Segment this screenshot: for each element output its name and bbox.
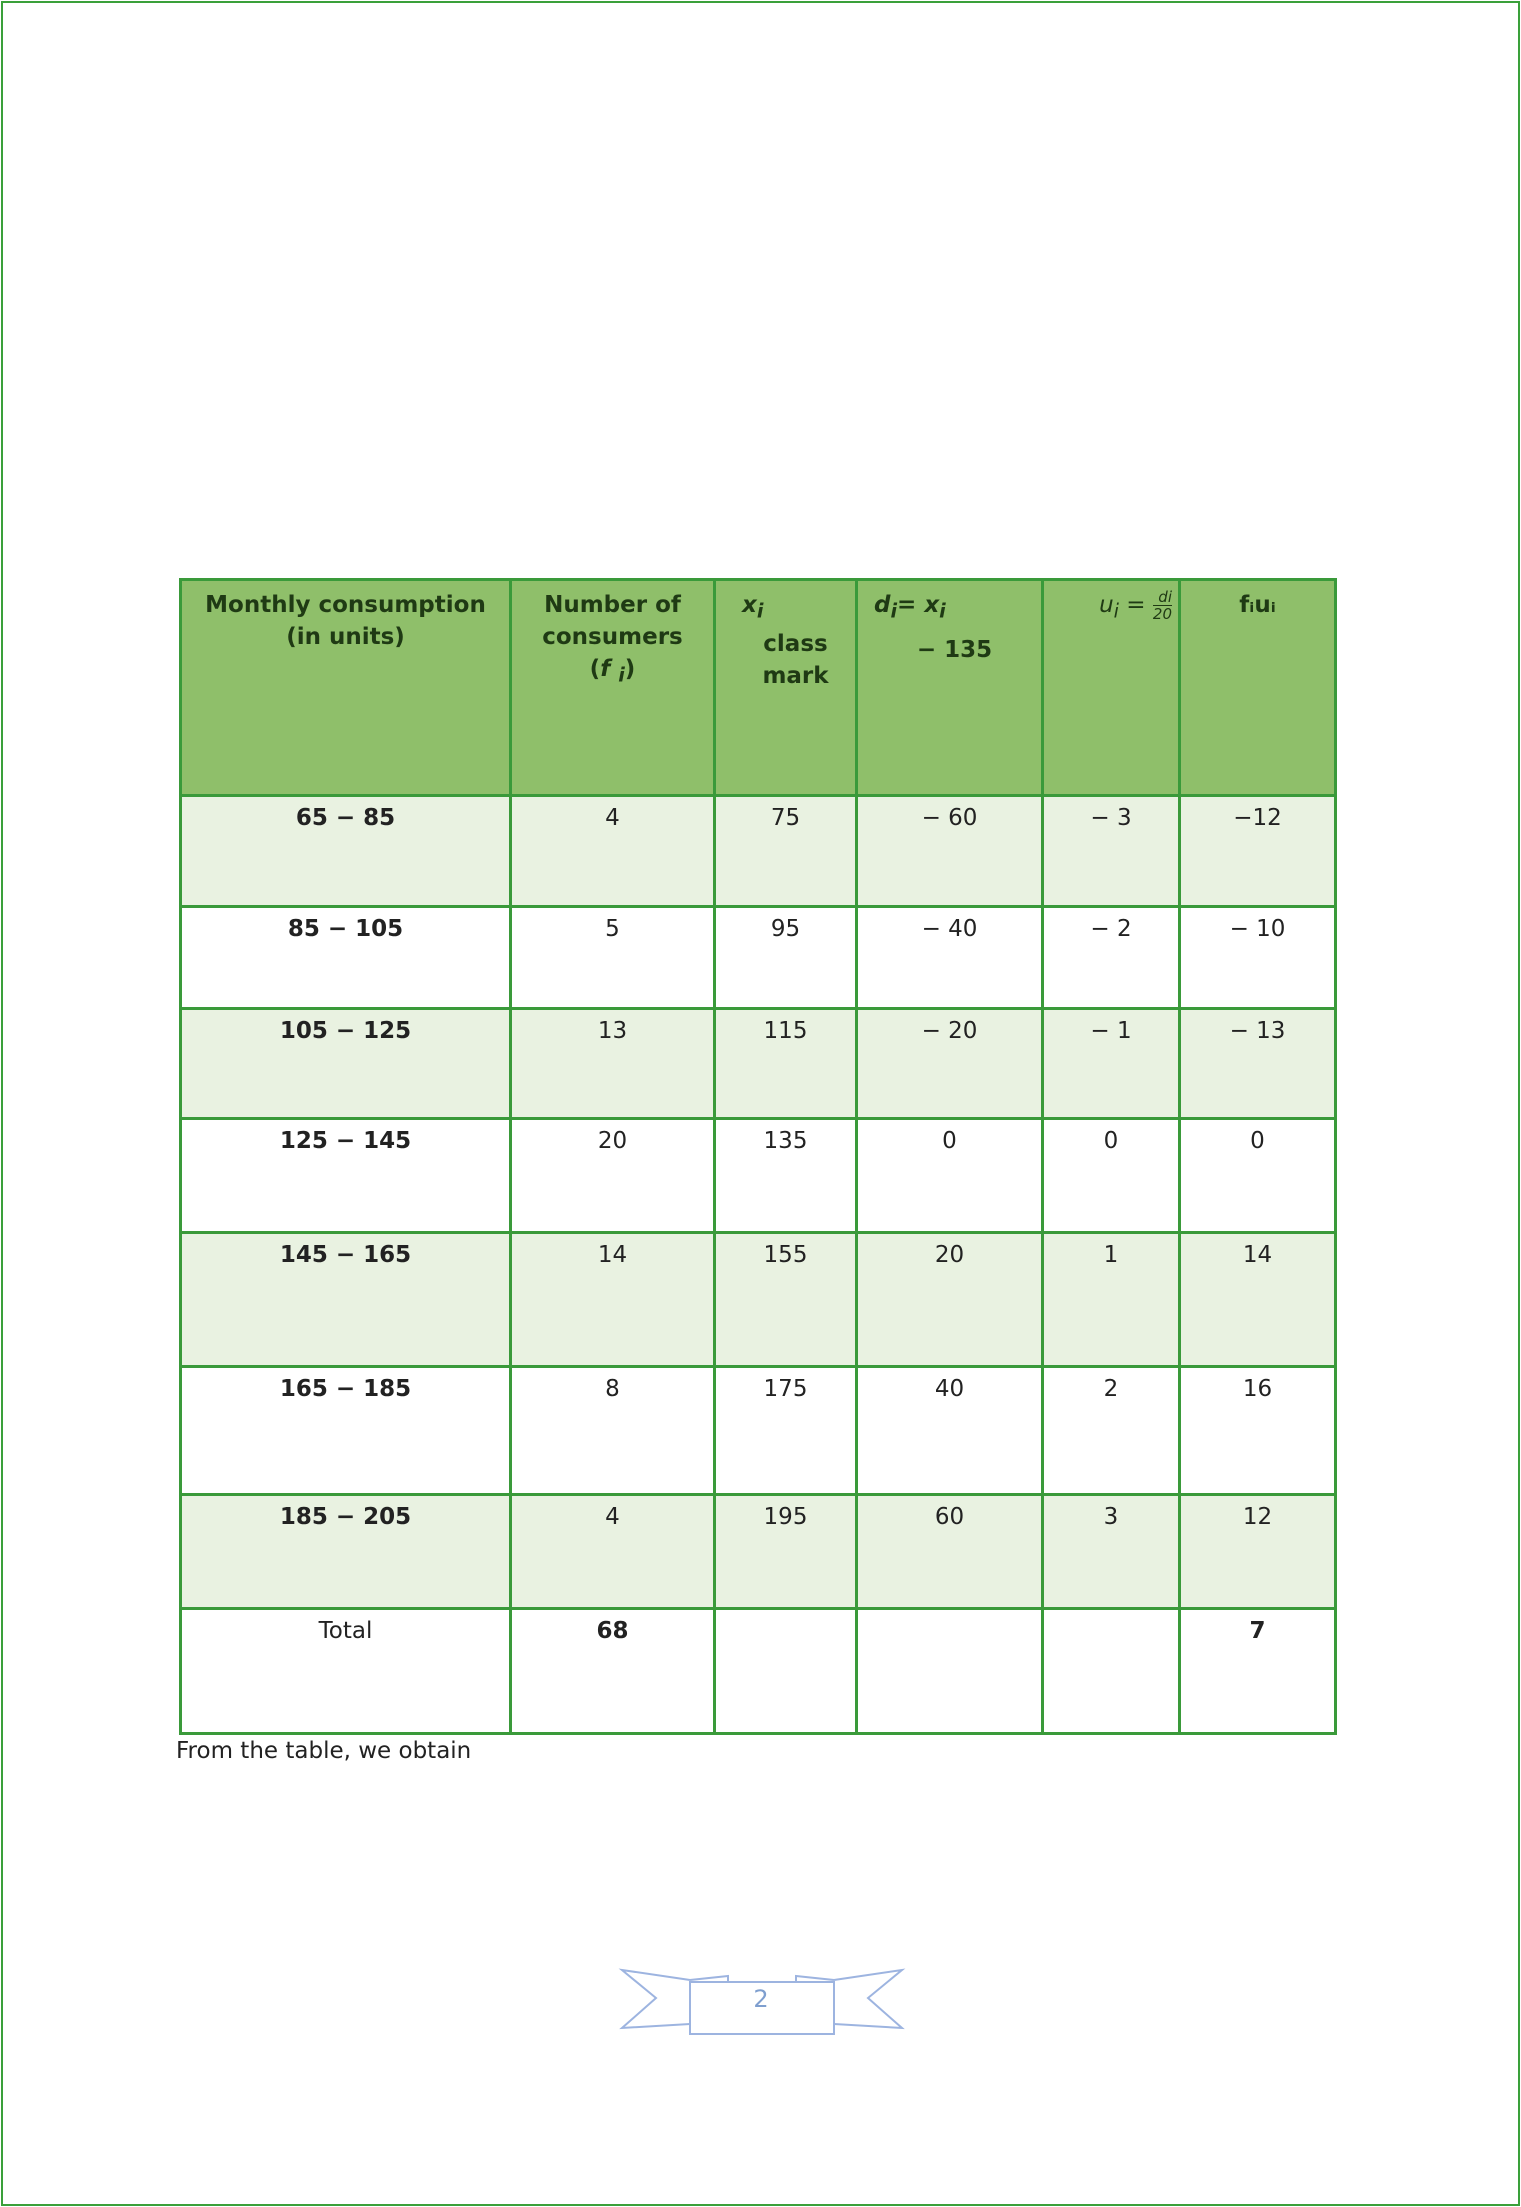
cell-ui: 3 bbox=[1043, 1495, 1180, 1609]
header-deviation: $d_i= x_i$ − 135 bbox=[857, 580, 1043, 796]
total-label: Total bbox=[181, 1609, 511, 1734]
cell-ui: − 2 bbox=[1043, 907, 1180, 1009]
cell-fiui: − 10 bbox=[1180, 907, 1336, 1009]
cell-class: 165 − 185 bbox=[181, 1367, 511, 1495]
cell-class-mark: 135 bbox=[715, 1119, 857, 1233]
cell-class-mark: 195 bbox=[715, 1495, 857, 1609]
cell-fiui: 16 bbox=[1180, 1367, 1336, 1495]
table-row bbox=[181, 1119, 1336, 1233]
cell-deviation: − 60 bbox=[857, 796, 1043, 907]
header-frequency: Number of consumers (f $_i$) bbox=[511, 580, 715, 796]
cell-class: 185 − 205 bbox=[181, 1495, 511, 1609]
empty-cell bbox=[715, 1609, 857, 1734]
table-row bbox=[181, 1233, 1336, 1367]
cell-class: 105 − 125 bbox=[181, 1009, 511, 1119]
table-row bbox=[181, 907, 1336, 1009]
cell-fiui: −12 bbox=[1180, 796, 1336, 907]
header-ui: $u_i$ = $\frac{di}{20}$ bbox=[1043, 580, 1180, 796]
table-row bbox=[181, 1367, 1336, 1495]
cell-class-mark: 75 bbox=[715, 796, 857, 907]
cell-class: 145 − 165 bbox=[181, 1233, 511, 1367]
cell-class: 65 − 85 bbox=[181, 796, 511, 907]
frequency-table bbox=[179, 578, 1337, 1735]
total-frequency: 68 bbox=[511, 1609, 715, 1734]
cell-fiui: 14 bbox=[1180, 1233, 1336, 1367]
cell-frequency: 5 bbox=[511, 907, 715, 1009]
table-row bbox=[181, 796, 1336, 907]
header-row bbox=[181, 580, 1336, 796]
cell-deviation: − 40 bbox=[857, 907, 1043, 1009]
cell-class-mark: 95 bbox=[715, 907, 857, 1009]
cell-fiui: 12 bbox=[1180, 1495, 1336, 1609]
empty-cell bbox=[1043, 1609, 1180, 1734]
header-class-mark: $x_i$ class mark bbox=[715, 580, 857, 796]
cell-ui: 1 bbox=[1043, 1233, 1180, 1367]
total-fiui: 7 bbox=[1180, 1609, 1336, 1734]
cell-deviation: − 20 bbox=[857, 1009, 1043, 1119]
cell-frequency: 8 bbox=[511, 1367, 715, 1495]
cell-class-mark: 155 bbox=[715, 1233, 857, 1367]
cell-frequency: 4 bbox=[511, 1495, 715, 1609]
cell-ui: − 1 bbox=[1043, 1009, 1180, 1119]
cell-ui: 2 bbox=[1043, 1367, 1180, 1495]
total-row bbox=[181, 1609, 1336, 1734]
caption-text: From the table, we obtain bbox=[176, 1738, 472, 1764]
cell-class-mark: 175 bbox=[715, 1367, 857, 1495]
cell-fiui: − 13 bbox=[1180, 1009, 1336, 1119]
page-number: 2 bbox=[753, 1985, 769, 2013]
cell-class-mark: 115 bbox=[715, 1009, 857, 1119]
cell-frequency: 20 bbox=[511, 1119, 715, 1233]
cell-deviation: 40 bbox=[857, 1367, 1043, 1495]
header-class: Monthly consumption (in units) bbox=[181, 580, 511, 796]
table-row bbox=[181, 1009, 1336, 1119]
empty-cell bbox=[857, 1609, 1043, 1734]
cell-deviation: 20 bbox=[857, 1233, 1043, 1367]
cell-ui: 0 bbox=[1043, 1119, 1180, 1233]
header-fiui: fᵢuᵢ bbox=[1180, 580, 1336, 796]
cell-ui: − 3 bbox=[1043, 796, 1180, 907]
cell-class: 85 − 105 bbox=[181, 907, 511, 1009]
cell-frequency: 14 bbox=[511, 1233, 715, 1367]
cell-deviation: 60 bbox=[857, 1495, 1043, 1609]
cell-deviation: 0 bbox=[857, 1119, 1043, 1233]
cell-fiui: 0 bbox=[1180, 1119, 1336, 1233]
cell-frequency: 13 bbox=[511, 1009, 715, 1119]
cell-frequency: 4 bbox=[511, 796, 715, 907]
cell-class: 125 − 145 bbox=[181, 1119, 511, 1233]
table-row bbox=[181, 1495, 1336, 1609]
